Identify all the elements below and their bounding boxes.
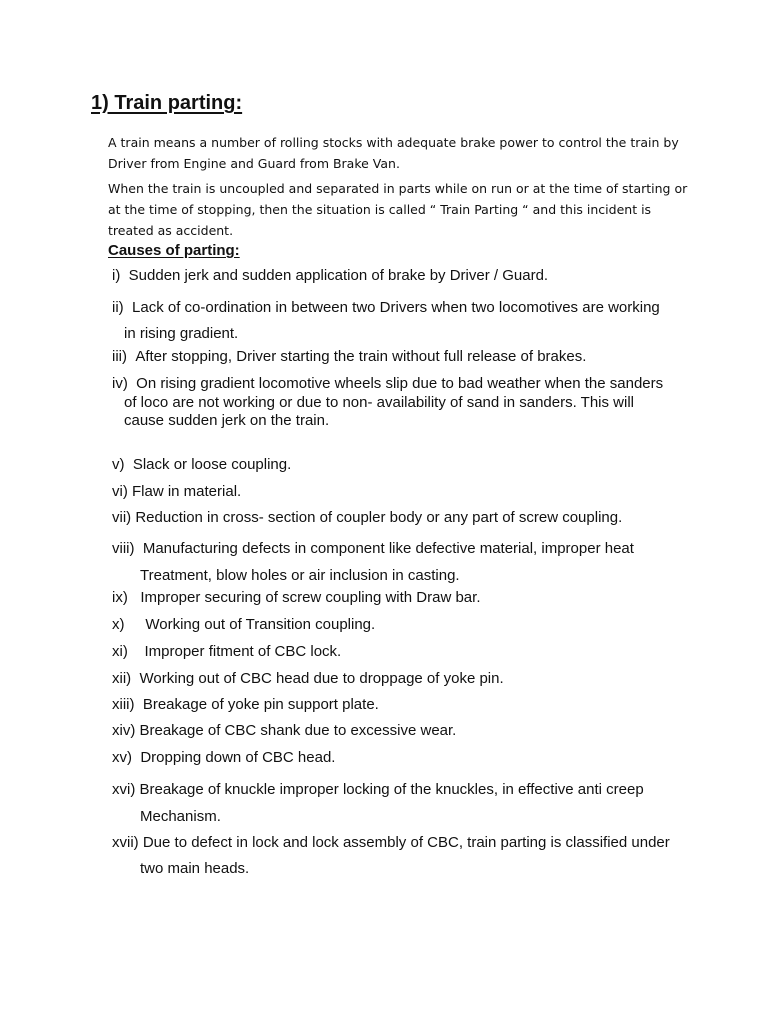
cause-number: xvii)	[112, 834, 139, 851]
cause-text-continued: of loco are not working or due to non- availability of sand in sanders. This will	[124, 393, 634, 411]
cause-item-9	[112, 589, 678, 606]
cause-text: Improper fitment of CBC lock.	[144, 643, 342, 660]
cause-number: iv)	[112, 375, 128, 392]
cause-text: Manufacturing defects in component like defective material, improper heat	[142, 540, 634, 557]
causes-heading: Causes of parting:	[108, 242, 240, 259]
cause-text: Breakage of knuckle improper locking of the knuckles, in effective anti creep	[139, 781, 644, 798]
cause-text: Breakage of CBC shank due to excessive wear.	[139, 722, 457, 739]
cause-text: After stopping, Driver starting the train without full release of brakes.	[135, 348, 587, 365]
cause-text: Lack of co-ordination in between two Drivers when two locomotives are working	[132, 299, 660, 316]
cause-item-6	[112, 483, 678, 500]
cause-text-continued: Treatment, blow holes or air inclusion in casting.	[140, 567, 460, 584]
cause-item-12	[112, 670, 678, 687]
cause-text-continued: in rising gradient.	[124, 325, 239, 342]
cause-number: xiii)	[112, 696, 135, 713]
cause-text-continued: Mechanism.	[140, 808, 221, 825]
cause-text-continued: cause sudden jerk on the train.	[124, 412, 330, 429]
cause-number: ix)	[112, 589, 128, 606]
cause-text: Improper securing of screw coupling with Draw bar.	[140, 589, 481, 606]
cause-item-2	[112, 295, 678, 347]
cause-number: vi)	[112, 483, 128, 500]
cause-number: xv)	[112, 749, 132, 766]
cause-item-3	[112, 348, 678, 365]
cause-text: Dropping down of CBC head.	[140, 749, 336, 766]
cause-text: Flaw in material.	[132, 483, 242, 500]
cause-number: vii)	[112, 509, 132, 526]
cause-number: xvi)	[112, 781, 136, 798]
cause-item-1	[112, 267, 678, 284]
cause-item-7	[112, 509, 678, 526]
cause-number: v)	[112, 456, 125, 473]
cause-number: xiv)	[112, 722, 136, 739]
cause-number: xii)	[112, 670, 132, 687]
cause-item-14	[112, 722, 678, 739]
cause-text: On rising gradient locomotive wheels slip due to bad weather when the sanders	[136, 375, 664, 392]
intro-paragraph-1: A train means a number of rolling stocks with adequate brake power to control the train by Driver from Engine and Guard from Brake Van.	[108, 135, 679, 171]
cause-number: x)	[112, 616, 125, 633]
cause-text: Breakage of yoke pin support plate.	[142, 696, 379, 713]
cause-number: ii)	[112, 299, 124, 316]
cause-number: iii)	[112, 348, 127, 365]
cause-text-continued: two main heads.	[140, 860, 250, 877]
cause-item-4	[112, 375, 678, 431]
cause-text: Working out of Transition coupling.	[145, 616, 376, 633]
cause-item-13	[112, 696, 678, 713]
cause-text: Sudden jerk and sudden application of brake by Driver / Guard.	[128, 267, 549, 284]
intro-paragraph-2: When the train is uncoupled and separated in parts while on run or at the time of starting or at the time of stopping, then the situation is called “ Train Parting “ and this incident is treated as accident.	[108, 181, 688, 238]
cause-item-17	[112, 830, 678, 882]
cause-item-5	[112, 456, 678, 473]
cause-number: viii)	[112, 540, 135, 557]
page-title: 1) Train parting:	[91, 92, 243, 114]
cause-item-16	[112, 776, 678, 830]
cause-item-15	[112, 749, 678, 766]
cause-number: i)	[112, 267, 121, 284]
cause-number: xi)	[112, 643, 128, 660]
cause-item-8	[112, 535, 678, 589]
cause-text: Due to defect in lock and lock assembly of CBC, train parting is classified under	[142, 834, 670, 851]
cause-item-10	[112, 616, 678, 633]
cause-text: Reduction in cross- section of coupler body or any part of screw coupling.	[135, 509, 623, 526]
cause-item-11	[112, 643, 678, 660]
cause-text: Working out of CBC head due to droppage of yoke pin.	[139, 670, 504, 687]
cause-text: Slack or loose coupling.	[132, 456, 292, 473]
